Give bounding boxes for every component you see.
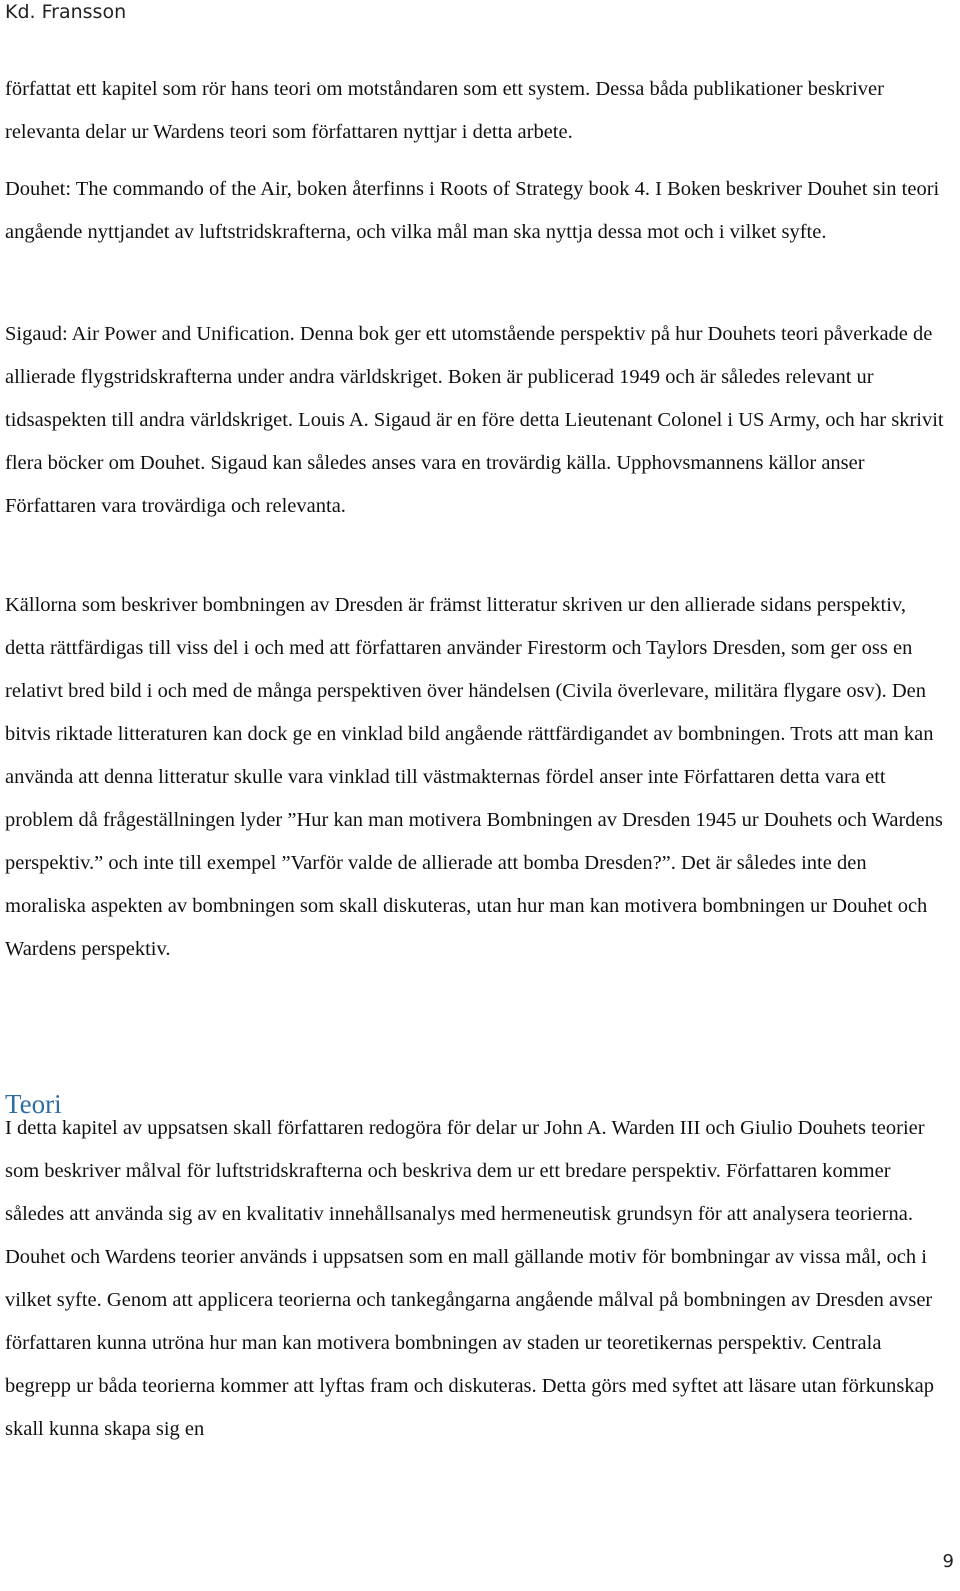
- paragraph-douhet-source: Douhet: The commando of the Air, boken återfinns i Roots of Strategy book 4. I Boken beskriver Douhet sin teori angående nyttjandet av luftstridskrafterna, och vilka mål man ska nyttja dessa mot och i vilket syfte.: [5, 178, 940, 243]
- paragraph-publications: författat ett kapitel som rör hans teori om motståndaren som ett system. Dessa båda publikationer beskriver relevanta delar ur Wardens teori som författaren nyttjar i detta arbete.: [5, 78, 884, 143]
- running-header-author: Kd. Fransson: [5, 1, 127, 23]
- paragraph-dresden-sources: Källorna som beskriver bombningen av Dresden är främst litteratur skriven ur den allierade sidans perspektiv, detta rättfärdigas till viss del i och med att författaren använder Firestorm och Taylors Dresden, som ger oss en relativt bred bild i och med de många perspektiven över händelsen (Civila överlevare, militära flygare osv). Den bitvis riktade litteraturen kan dock ge en vinklad bild angående rättfärdigandet av bombningen. Trots att man kan använda att denna litteratur skulle vara vinklad till västmakternas fördel anser inte Författaren detta vara ett problem då frågeställningen lyder ”Hur kan man motivera Bombningen av Dresden 1945 ur Douhets och Wardens perspektiv.” och inte till exempel ”Varför valde de allierade att bomba Dresden?”. Det är således inte den moraliska aspekten av bombningen som skall diskuteras, utan hur man kan motivera bombningen ur Douhet och Wardens perspektiv.: [5, 594, 943, 960]
- paragraph-sigaud-source: Sigaud: Air Power and Unification. Denna bok ger ett utomstående perspektiv på hur Douhets teori påverkade de allierade flygstridskrafterna under andra världskriget. Boken är publicerad 1949 och är således relevant ur tidsaspekten till andra världskriget. Louis A. Sigaud är en före detta Lieutenant Colonel i US Army, och har skrivit flera böcker om Douhet. Sigaud kan således anses vara en trovärdig källa. Upphovsmannens källor anser Författaren vara trovärdiga och relevanta.: [5, 323, 944, 517]
- section-heading-teori: Teori: [5, 1089, 62, 1119]
- page-number: 9: [942, 1551, 954, 1572]
- paragraph-teori-intro: I detta kapitel av uppsatsen skall författaren redogöra för delar ur John A. Warden III och Giulio Douhets teorier som beskriver målval för luftstridskrafterna och beskriva dem ur ett bredare perspektiv. Författaren kommer således att använda sig av en kvalitativ innehållsanalys med hermeneutisk grundsyn för att analysera teorierna. Douhet och Wardens teorier används i uppsatsen som en mall gällande motiv för bombningar av vissa mål, och i vilket syfte. Genom att applicera teorierna och tankegångarna angående målval på bombningen av Dresden avser författaren kunna utröna hur man kan motivera bombningen av staden ur teoretikernas perspektiv. Centrala begrepp ur båda teorierna kommer att lyftas fram och diskuteras. Detta görs med syftet att läsare utan förkunskap skall kunna skapa sig en: [5, 1117, 935, 1440]
